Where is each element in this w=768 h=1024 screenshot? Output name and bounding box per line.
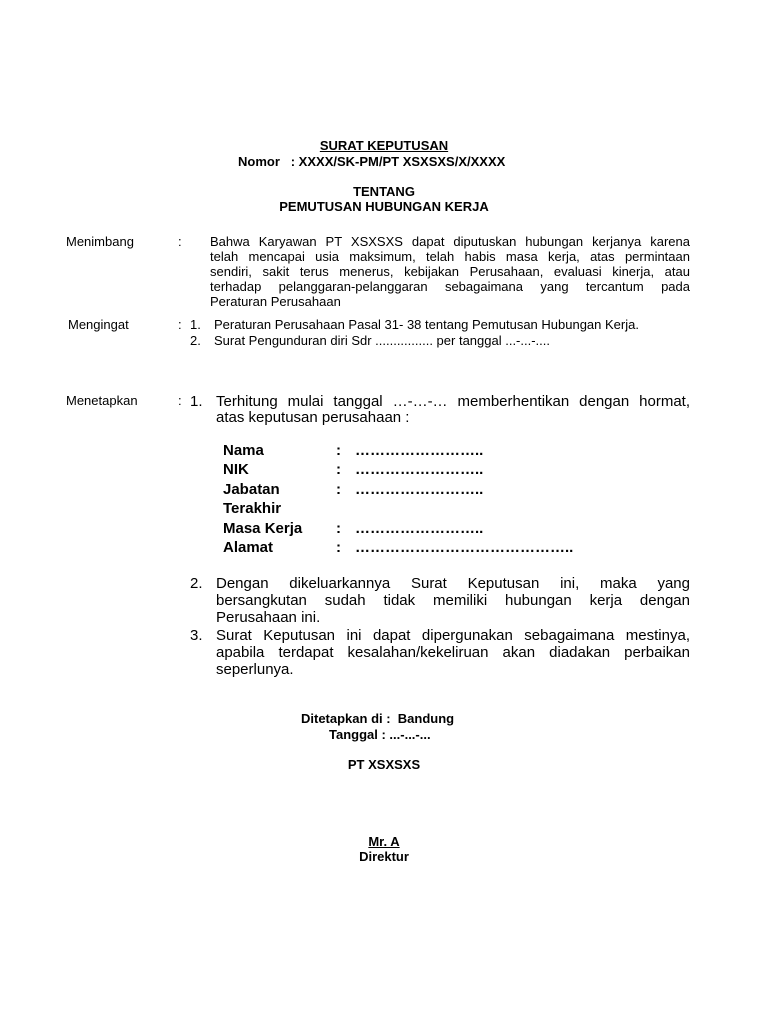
menetapkan-colon: :: [178, 393, 182, 408]
ditetapkan-di: Ditetapkan di : Bandung: [301, 711, 455, 726]
field-row-jabatan: [223, 481, 623, 500]
field-label: Nama: [223, 442, 264, 459]
subject-heading: PEMUTUSAN HUBUNGAN KERJA: [279, 199, 489, 214]
item-3-line: apabila terdapat kesalahan/kekeliruan akan diadakan perbaikan: [216, 644, 690, 661]
field-value: ……………………………………..: [355, 538, 574, 556]
menetapkan-num-3: 3.: [190, 627, 203, 644]
tanggal: Tanggal : ...-...-...: [329, 727, 431, 742]
item-2-line: Dengan dikeluarkannya Surat Keputusan ini, maka yang: [216, 575, 690, 592]
field-colon: :: [336, 519, 341, 537]
field-label: NIK: [223, 461, 249, 479]
menetapkan-item-2: [216, 575, 690, 626]
field-label: Terakhir: [223, 500, 282, 518]
nomor-label: Nomor: [238, 154, 280, 169]
menetapkan-item-1-line-2: atas keputusan perusahaan :: [216, 409, 410, 426]
item-3-line: Surat Keputusan ini dapat dipergunakan sebagaimana mestinya,: [216, 627, 690, 644]
menetapkan-num-2: 2.: [190, 575, 203, 592]
menimbang-line: telah mencapai usia maksimum, telah habis masa kerja, atas permintaan: [210, 249, 690, 264]
field-label: Masa Kerja: [223, 519, 303, 537]
menimbang-colon: :: [178, 234, 182, 249]
nomor-value: : XXXX/SK-PM/PT XSXSXS/X/XXXX: [290, 154, 506, 169]
field-value: ……………………..: [355, 519, 484, 537]
document-title: SURAT KEPUTUSAN: [319, 138, 449, 153]
item-2-line: bersangkutan sudah tidak memiliki hubungan kerja dengan: [216, 592, 690, 609]
menimbang-line: Peraturan Perusahaan: [210, 294, 341, 309]
field-colon: :: [336, 538, 341, 556]
company-name: PT XSXSXS: [347, 757, 421, 772]
menetapkan-item-1-line-1: Terhitung mulai tanggal …-…-… memberhentikan dengan hormat,: [216, 393, 690, 410]
field-colon: :: [336, 461, 341, 479]
field-colon: :: [336, 480, 341, 498]
menetapkan-label: Menetapkan: [66, 393, 138, 408]
field-value: ……………………..: [355, 442, 484, 459]
field-value: ……………………..: [355, 461, 484, 479]
mengingat-num-1: 1.: [190, 317, 201, 332]
menimbang-line: terhadap pelanggaran-pelanggaran sebagaimana yang tercantum pada: [210, 279, 690, 294]
menimbang-line: sendiri, sakit terus menerus, kebijakan Perusahaan, evaluasi kinerja, atau: [210, 264, 690, 279]
field-row-masa-kerja: [223, 520, 623, 539]
menetapkan-num-1: 1.: [190, 393, 203, 410]
menetapkan-item-3: [216, 627, 690, 678]
mengingat-item-1: Peraturan Perusahaan Pasal 31- 38 tentang Pemutusan Hubungan Kerja.: [214, 317, 639, 332]
item-3-line: seperlunya.: [216, 661, 294, 678]
field-colon: :: [336, 442, 341, 459]
mengingat-colon: :: [178, 317, 182, 332]
mengingat-label: Mengingat: [68, 317, 129, 332]
signer-name: Mr. A: [368, 834, 400, 849]
field-value: ……………………..: [355, 480, 484, 498]
field-row-nama: [223, 442, 623, 461]
field-label: Alamat: [223, 538, 274, 556]
menimbang-label: Menimbang: [66, 234, 134, 249]
tentang-heading: TENTANG: [353, 184, 415, 199]
field-label: Jabatan: [223, 480, 280, 498]
item-2-line: Perusahaan ini.: [216, 609, 321, 626]
mengingat-num-2: 2.: [190, 333, 201, 348]
field-row-terakhir: [223, 500, 623, 519]
employee-fields: [223, 442, 623, 558]
menimbang-line: Bahwa Karyawan PT XSXSXS dapat diputuskan hubungan kerjanya karena: [210, 234, 690, 249]
mengingat-item-2: Surat Pengunduran diri Sdr ................ per tanggal ...-...-....: [214, 333, 550, 348]
field-row-alamat: [223, 539, 623, 558]
nomor-line: [238, 154, 505, 169]
menimbang-paragraph: [210, 234, 690, 309]
signer-title: Direktur: [359, 849, 409, 864]
field-row-nik: [223, 461, 623, 480]
